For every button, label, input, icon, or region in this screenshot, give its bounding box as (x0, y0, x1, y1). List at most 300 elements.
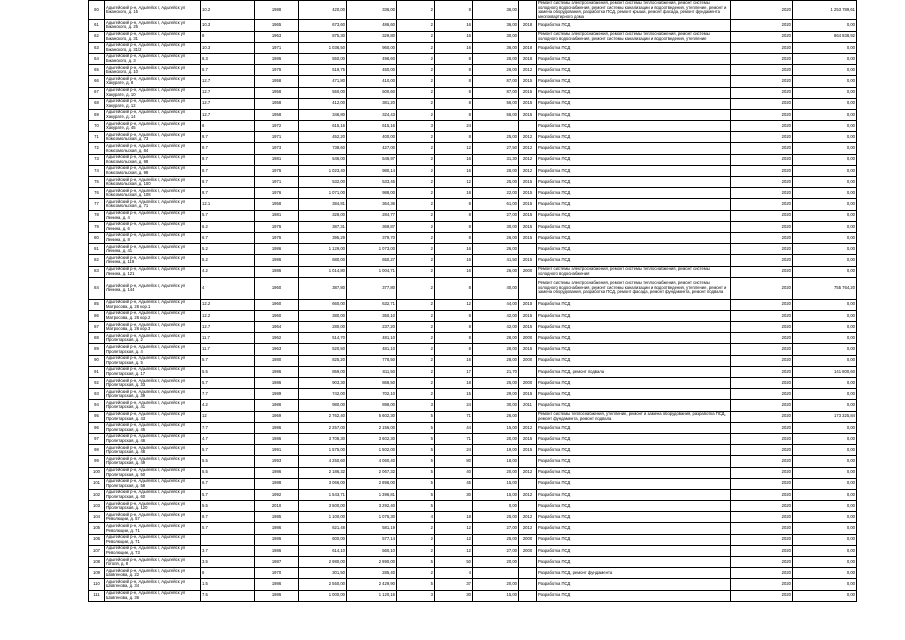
work-type-cell: Разработка ПСД (537, 143, 731, 154)
work-type-cell: Разработка ПСД (537, 344, 731, 355)
total-area-cell: 3 066,00 (299, 478, 347, 489)
planned-year-cell: 2020 (731, 143, 793, 154)
row-number: 60 (89, 1, 105, 20)
floors-cell: 5 (397, 478, 435, 489)
apartments-cell: 8 (435, 221, 473, 232)
row-number: 82 (89, 255, 105, 266)
cost-cell: 173 325,84 (793, 411, 857, 422)
work-type-cell: Ремонт системы электроснабжения, ремонт системы теплоснабжения, ремонт системы холодного водоснабжения, ремонт системы канализации и водоотведения, утепление, ремонт и замена оборудования, разработка ПСД, ремонт крыши, ремонт фасада, ремонт фундамента многоквартирного дома (537, 1, 731, 20)
cost-cell: 0,00 (793, 20, 857, 31)
floors-cell: 2 (397, 53, 435, 64)
area-cell: 6 (201, 121, 255, 132)
floors-cell: 2 (397, 389, 435, 400)
total-area-cell: 859,00 (299, 366, 347, 377)
work-type-cell: Разработка ПСД (537, 154, 731, 165)
living-area-cell: 369,87 (347, 221, 397, 232)
planned-year-cell: 2020 (731, 322, 793, 333)
table-row (89, 266, 857, 277)
planned-year-cell: 2020 (731, 422, 793, 433)
planned-year-cell: 2020 (731, 512, 793, 523)
area-cell: 12.7 (201, 87, 255, 98)
row-number: 90 (89, 355, 105, 366)
apartments-cell: 16 (435, 355, 473, 366)
apartments-cell: 16 (435, 20, 473, 31)
table-row (89, 355, 857, 366)
row-number: 86 (89, 310, 105, 321)
area-cell: 12.7 (201, 98, 255, 109)
area-cell: 3.7 (201, 545, 255, 556)
cost-cell: 141 800,60 (793, 366, 857, 377)
cost-cell: 0,00 (793, 221, 857, 232)
wear-percent-cell: 56,00 (473, 98, 519, 109)
last-repair-year-cell (519, 121, 537, 132)
last-repair-year-cell: 2015 (519, 210, 537, 221)
table-row (89, 322, 857, 333)
wear-percent-cell: 42,00 (473, 310, 519, 321)
row-number: 84 (89, 277, 105, 299)
row-number: 79 (89, 221, 105, 232)
cost-cell: 0,00 (793, 143, 857, 154)
living-area-cell: 4 060,40 (347, 456, 397, 467)
apartments-cell: 24 (435, 445, 473, 456)
area-cell: 12.2 (201, 310, 255, 321)
wear-percent-cell: 36,00 (473, 42, 519, 53)
cost-cell: 0,00 (793, 445, 857, 456)
year-built-cell: 1958 (255, 87, 299, 98)
address-cell: Адыгейский р-н, Адыгейск г, Адыгейск ул Пролетарская, д. 33 (105, 378, 201, 389)
year-built-cell: 1981 (255, 154, 299, 165)
wear-percent-cell: 56,00 (473, 109, 519, 120)
cost-cell: 0,00 (793, 188, 857, 199)
year-built-cell: 1971 (255, 132, 299, 143)
wear-percent-cell: 36,00 (473, 20, 519, 31)
last-repair-year-cell: 2018 (519, 53, 537, 64)
last-repair-year-cell: 2000 (519, 534, 537, 545)
total-area-cell: 1 129,00 (299, 244, 347, 255)
planned-year-cell: 2020 (731, 210, 793, 221)
table-row (89, 501, 857, 512)
total-area-cell: 380,00 (299, 310, 347, 321)
address-cell: Адыгейский р-н, Адыгейск г, Адыгейск ул Комсомольская, д. 98 (105, 154, 201, 165)
floors-cell: 2 (397, 65, 435, 76)
planned-year-cell: 2020 (731, 31, 793, 42)
last-repair-year-cell: 2012 (519, 132, 537, 143)
area-cell: 5.2 (201, 244, 255, 255)
work-type-cell: Разработка ПСД (537, 221, 731, 232)
address-cell: Адыгейский р-н, Адыгейск г, Адыгейск ул Бжанского, д. 15 (105, 1, 201, 20)
work-type-cell: Разработка ПСД (537, 87, 731, 98)
cost-cell: 0,00 (793, 109, 857, 120)
wear-percent-cell: 25,00 (473, 132, 519, 143)
area-cell: 5.5 (201, 501, 255, 512)
floors-cell: 2 (397, 98, 435, 109)
area-cell: 5.2 (201, 255, 255, 266)
apartments-cell: 16 (435, 266, 473, 277)
table-row (89, 534, 857, 545)
area-cell (201, 534, 255, 545)
last-repair-year-cell (519, 277, 537, 299)
table-row (89, 333, 857, 344)
apartments-cell: 24 (435, 400, 473, 411)
total-area-cell: 980,00 (299, 400, 347, 411)
last-repair-year-cell (519, 31, 537, 42)
wear-percent-cell: 25,00 (473, 177, 519, 188)
table-row (89, 512, 857, 523)
work-type-cell: Ремонт системы электроснабжения, ремонт системы теплоснабжения, ремонт системы холодного водоснабжения (537, 266, 731, 277)
living-area-cell: 336,00 (347, 1, 397, 20)
apartments-cell: 71 (435, 433, 473, 444)
apartments-cell: 15 (435, 389, 473, 400)
address-cell: Адыгейский р-н, Адыгейск г, Адыгейск ул Пролетарская, д. 39 (105, 389, 201, 400)
floors-cell: 2 (397, 76, 435, 87)
work-type-cell: Разработка ПСД (537, 188, 731, 199)
living-area-cell: 1 075,30 (347, 512, 397, 523)
total-area-cell: 550,00 (299, 53, 347, 64)
floors-cell: 2 (397, 188, 435, 199)
planned-year-cell: 2020 (731, 76, 793, 87)
living-area-cell: 427,00 (347, 143, 397, 154)
year-built-cell: 1988 (255, 478, 299, 489)
planned-year-cell: 2020 (731, 98, 793, 109)
area-cell: 5.7 (201, 210, 255, 221)
living-area-cell: 285,40 (347, 568, 397, 579)
apartments-cell: 45 (435, 478, 473, 489)
cost-cell: 0,00 (793, 489, 857, 500)
floors-cell: 2 (397, 266, 435, 277)
work-type-cell: Ремонт системы электроснабжения, ремонт системы теплоснабжения, ремонт системы холодного водоснабжения, ремонт системы канализации и водоотведения, утепление (537, 31, 731, 42)
wear-percent-cell: 26,00 (473, 411, 519, 422)
living-area-cell: 960,00 (347, 42, 397, 53)
area-cell: 12.2 (201, 299, 255, 310)
address-cell: Адыгейский р-н, Адыгейск г, Адыгейск ул Пролетарская, д. 5 (105, 355, 201, 366)
planned-year-cell: 2020 (731, 501, 793, 512)
wear-percent-cell: 30,00 (473, 31, 519, 42)
address-cell: Адыгейский р-н, Адыгейск г, Адыгейск ул Бжанского, д. 31/2 (105, 42, 201, 53)
work-type-cell: Разработка ПСД (537, 199, 731, 210)
year-built-cell: 1986 (255, 378, 299, 389)
last-repair-year-cell: 2015 (519, 255, 537, 266)
wear-percent-cell (473, 568, 519, 579)
year-built-cell: 2010 (255, 501, 299, 512)
last-repair-year-cell (519, 501, 537, 512)
living-area-cell: 364,36 (347, 199, 397, 210)
floors-cell: 5 (397, 557, 435, 568)
area-cell: 8.3 (201, 53, 255, 64)
area-cell: 5.7 (201, 65, 255, 76)
row-number: 78 (89, 210, 105, 221)
apartments-cell: 8 (435, 1, 473, 20)
work-type-cell: Разработка ПСД (537, 210, 731, 221)
row-number: 109 (89, 568, 105, 579)
apartments-cell (435, 501, 473, 512)
row-number: 87 (89, 322, 105, 333)
planned-year-cell: 2020 (731, 355, 793, 366)
living-area-cell: 898,00 (347, 400, 397, 411)
floors-cell: 5 (397, 422, 435, 433)
work-type-cell: Разработка ПСД (537, 53, 731, 64)
total-area-cell: 387,80 (299, 277, 347, 299)
living-area-cell: 1 502,00 (347, 445, 397, 456)
living-area-cell: 284,77 (347, 210, 397, 221)
address-cell: Адыгейский р-н, Адыгейск г, Адыгейск ул Хакурате, д. 8 (105, 76, 201, 87)
last-repair-year-cell: 2012 (519, 143, 537, 154)
row-number: 97 (89, 433, 105, 444)
table-row (89, 98, 857, 109)
living-area-cell: 324,43 (347, 109, 397, 120)
year-built-cell: 1985 (255, 512, 299, 523)
area-cell: 11.7 (201, 344, 255, 355)
wear-percent-cell: 36,00 (473, 1, 519, 20)
work-type-cell: Разработка ПСД (537, 177, 731, 188)
wear-percent-cell: 25,00 (473, 512, 519, 523)
area-cell: 4.7 (201, 433, 255, 444)
work-type-cell: Разработка ПСД (537, 333, 731, 344)
row-number: 98 (89, 445, 105, 456)
last-repair-year-cell: 2012 (519, 512, 537, 523)
last-repair-year-cell: 2018 (519, 20, 537, 31)
cost-cell: 0,00 (793, 310, 857, 321)
address-cell: Адыгейский р-н, Адыгейск г, Адыгейск ул Пролетарская, д. 2 (105, 333, 201, 344)
floors-cell: 2 (397, 143, 435, 154)
total-area-cell: 328,00 (299, 210, 347, 221)
living-area-cell: 377,80 (347, 277, 397, 299)
living-area-cell: 546,97 (347, 154, 397, 165)
floors-cell: 2 (397, 31, 435, 42)
floors-cell: 2 (397, 232, 435, 243)
address-cell: Адыгейский р-н, Адыгейск г, Адыгейск ул Комсомольская, д. 108 (105, 188, 201, 199)
work-type-cell: Ремонт системы электроснабжения, ремонт системы теплоснабжения, ремонт системы холодного водоснабжения, ремонт системы канализации и водоотведения, утепление, ремонт и замена оборудования, разработка ПСД, ремонт фасада, ремонт фундамента, ремонт подвала (537, 277, 731, 299)
last-repair-year-cell (519, 478, 537, 489)
row-number: 102 (89, 489, 105, 500)
wear-percent-cell: 15,00 (473, 590, 519, 601)
cost-cell: 0,00 (793, 545, 857, 556)
floors-cell: 3 (397, 121, 435, 132)
total-area-cell: 903,30 (299, 378, 347, 389)
last-repair-year-cell: 2012 (519, 165, 537, 176)
last-repair-year-cell: 2012 (519, 523, 537, 534)
cost-cell: 0,00 (793, 87, 857, 98)
total-area-cell: 550,00 (299, 87, 347, 98)
wear-percent-cell: 20,00 (473, 433, 519, 444)
total-area-cell: 412,00 (299, 98, 347, 109)
work-type-cell: Разработка ПСД (537, 310, 731, 321)
total-area-cell: 420,00 (299, 1, 347, 20)
row-number: 106 (89, 534, 105, 545)
apartments-cell: 8 (435, 65, 473, 76)
table-row (89, 221, 857, 232)
floors-cell: 2 (397, 177, 435, 188)
apartments-cell: 8 (435, 310, 473, 321)
cost-cell: 0,00 (793, 456, 857, 467)
row-number: 66 (89, 76, 105, 87)
planned-year-cell: 2020 (731, 579, 793, 590)
apartments-cell: 71 (435, 411, 473, 422)
living-area-cell: 486,60 (347, 20, 397, 31)
table-row (89, 590, 857, 601)
area-cell: 11.7 (201, 333, 255, 344)
address-cell: Адыгейский р-н, Адыгейск г, Адыгейск ул Шовгенова, д. 34 (105, 579, 201, 590)
address-cell: Адыгейский р-н, Адыгейск г, Адыгейск ул Пролетарская, д. 46 (105, 433, 201, 444)
planned-year-cell: 2020 (731, 132, 793, 143)
last-repair-year-cell: 2012 (519, 422, 537, 433)
last-repair-year-cell: 2015 (519, 87, 537, 98)
wear-percent-cell: 21,70 (473, 366, 519, 377)
apartments-cell: 12 (435, 299, 473, 310)
planned-year-cell: 2020 (731, 411, 793, 422)
total-area-cell: 660,00 (299, 299, 347, 310)
floors-cell: 2 (397, 87, 435, 98)
total-area-cell: 2 186,32 (299, 467, 347, 478)
work-type-cell: Разработка ПСД (537, 20, 731, 31)
apartments-cell: 16 (435, 244, 473, 255)
address-cell: Адыгейский р-н, Адыгейск г, Адыгейск ул Комсомольская, д. 100 (105, 177, 201, 188)
planned-year-cell: 2020 (731, 188, 793, 199)
address-cell: Адыгейский р-н, Адыгейск г, Адыгейск ул Ленина, д. 41 (105, 244, 201, 255)
total-area-cell: 600,00 (299, 534, 347, 545)
table-row (89, 310, 857, 321)
year-built-cell: 1988 (255, 1, 299, 20)
apartments-cell: 8 (435, 344, 473, 355)
area-cell: 4 (201, 277, 255, 299)
total-area-cell: 680,00 (299, 255, 347, 266)
work-type-cell: Разработка ПСД (537, 98, 731, 109)
work-type-cell: Разработка ПСД (537, 489, 731, 500)
last-repair-year-cell (519, 456, 537, 467)
apartments-cell: 12 (435, 143, 473, 154)
living-area-cell: 533,45 (347, 177, 397, 188)
last-repair-year-cell: 2015 (519, 199, 537, 210)
year-built-cell: 1986 (255, 422, 299, 433)
area-cell: 6.7 (201, 232, 255, 243)
work-type-cell: Разработка ПСД (537, 512, 731, 523)
address-cell: Адыгейский р-н, Адыгейск г, Адыгейск ул Ленина, д. 144 (105, 277, 201, 299)
living-area-cell: 379,70 (347, 232, 397, 243)
table-row (89, 344, 857, 355)
work-type-cell: Разработка ПСД (537, 389, 731, 400)
cost-cell: 0,00 (793, 121, 857, 132)
floors-cell: 2 (397, 199, 435, 210)
floors-cell: 2 (397, 545, 435, 556)
table-row (89, 20, 857, 31)
table-row (89, 366, 857, 377)
last-repair-year-cell: 2015 (519, 433, 537, 444)
apartments-cell: 18 (435, 188, 473, 199)
floors-cell: 2 (397, 344, 435, 355)
work-type-cell: Разработка ПСД (537, 109, 731, 120)
address-cell: Адыгейский р-н, Адыгейск г, Адыгейск ул Бжанского, д. 25 (105, 20, 201, 31)
planned-year-cell: 2020 (731, 389, 793, 400)
floors-cell: 3 (397, 400, 435, 411)
area-cell: 6.2 (201, 221, 255, 232)
address-cell: Адыгейский р-н, Адыгейск г, Адыгейск ул Хакурате, д. 12 (105, 98, 201, 109)
year-built-cell: 1993 (255, 456, 299, 467)
living-area-cell: 400,00 (347, 132, 397, 143)
table-row (89, 400, 857, 411)
last-repair-year-cell: 2015 (519, 177, 537, 188)
living-area-cell: 237,20 (347, 322, 397, 333)
total-area-cell: 738,60 (299, 143, 347, 154)
apartments-cell: 16 (435, 255, 473, 266)
year-built-cell: 1987 (255, 557, 299, 568)
area-cell: 5.5 (201, 456, 255, 467)
cost-cell: 0,00 (793, 333, 857, 344)
year-built-cell: 1971 (255, 177, 299, 188)
address-cell: Адыгейский р-н, Адыгейск г, Адыгейск ул Шовгенова, д. 22 (105, 568, 201, 579)
wear-percent-cell: 0,00 (473, 501, 519, 512)
row-number: 62 (89, 31, 105, 42)
wear-percent-cell: 26,00 (473, 65, 519, 76)
row-number: 70 (89, 121, 105, 132)
cost-cell: 0,00 (793, 199, 857, 210)
address-cell: Адыгейский р-н, Адыгейск г, Адыгейск ул Бжанского, д. 10 (105, 65, 201, 76)
area-cell: 8.7 (201, 188, 255, 199)
wear-percent-cell: 87,00 (473, 76, 519, 87)
cost-cell: 0,00 (793, 389, 857, 400)
row-number: 80 (89, 232, 105, 243)
year-built-cell: 1986 (255, 255, 299, 266)
floors-cell: 2 (397, 1, 435, 20)
area-cell: 8.7 (201, 512, 255, 523)
year-built-cell: 1986 (255, 590, 299, 601)
last-repair-year-cell: 2012 (519, 489, 537, 500)
address-cell: Адыгейский р-н, Адыгейск г, Адыгейск ул Пролетарская, д. 45 (105, 422, 201, 433)
year-built-cell: 1973 (255, 143, 299, 154)
area-cell: 12.7 (201, 76, 255, 87)
last-repair-year-cell: 2000 (519, 266, 537, 277)
year-built-cell: 1991 (255, 445, 299, 456)
work-type-cell: Разработка ПСД (537, 557, 731, 568)
planned-year-cell: 2020 (731, 232, 793, 243)
table-row (89, 389, 857, 400)
apartments-cell: 44 (435, 422, 473, 433)
last-repair-year-cell (519, 590, 537, 601)
year-built-cell: 1986 (255, 244, 299, 255)
apartments-cell: 16 (435, 31, 473, 42)
planned-year-cell: 2020 (731, 266, 793, 277)
table-row (89, 177, 857, 188)
year-built-cell: 1960 (255, 310, 299, 321)
row-number: 67 (89, 87, 105, 98)
table-row (89, 299, 857, 310)
living-area-cell: 1 120,16 (347, 590, 397, 601)
cost-cell: 0,00 (793, 65, 857, 76)
floors-cell: 2 (397, 255, 435, 266)
address-cell: Адыгейский р-н, Адыгейск г, Адыгейск ул Комсомольская, д. 73 (105, 132, 201, 143)
year-built-cell: 1970 (255, 568, 299, 579)
row-number: 75 (89, 177, 105, 188)
apartments-cell: 8 (435, 333, 473, 344)
year-built-cell: 1958 (255, 76, 299, 87)
living-area-cell: 988,00 (347, 188, 397, 199)
row-number: 74 (89, 165, 105, 176)
living-area-cell: 560,10 (347, 545, 397, 556)
area-cell: 5.7 (201, 355, 255, 366)
area-cell: 7.7 (201, 422, 255, 433)
total-area-cell: 615,16 (299, 121, 347, 132)
area-cell: 8.7 (201, 132, 255, 143)
cost-cell: 0,00 (793, 132, 857, 143)
living-area-cell: 3 602,30 (347, 433, 397, 444)
apartments-cell: 50 (435, 557, 473, 568)
floors-cell: 2 (397, 310, 435, 321)
planned-year-cell: 2020 (731, 310, 793, 321)
planned-year-cell: 2020 (731, 545, 793, 556)
floors-cell: 2 (397, 366, 435, 377)
row-number: 85 (89, 299, 105, 310)
floors-cell: 5 (397, 501, 435, 512)
work-type-cell: Разработка ПСД (537, 121, 731, 132)
apartments-cell: 80 (435, 456, 473, 467)
